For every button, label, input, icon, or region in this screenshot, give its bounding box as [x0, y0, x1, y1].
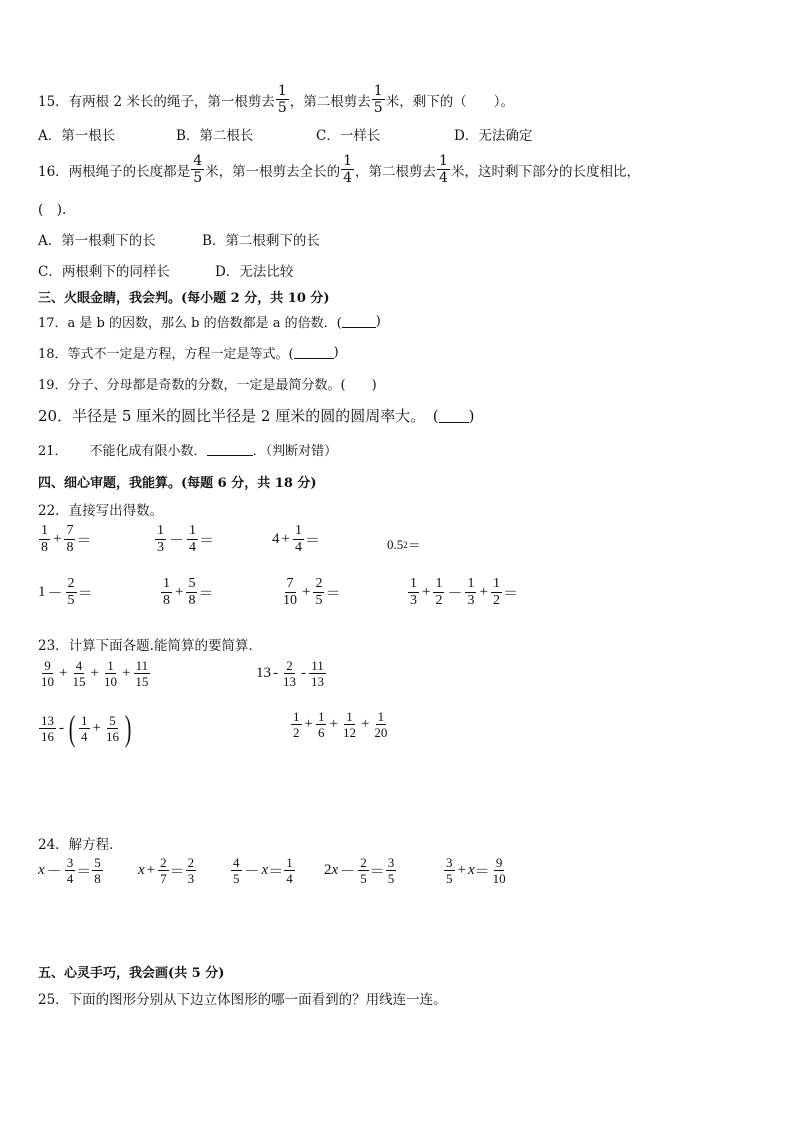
fraction [70, 659, 87, 688]
fraction [39, 524, 50, 555]
operator: + [422, 584, 431, 600]
q16-option-c[interactable]: C．两根剩下的同样长 [38, 264, 170, 280]
numerator: 1 [157, 523, 164, 538]
math-term: ＝ [502, 586, 518, 602]
fraction [309, 659, 326, 688]
question-15: 15．有两根 2 米长的绳子，第一根剪去 $\frac{1}{5}$ ，第二根剪去 $\frac{1}{5}$ 米，剩下的（ ）。 [38, 83, 514, 116]
question-20: 20．半径是 5 厘米的圆比半径是 2 厘米的圆的圆周率大。 ( ) [38, 406, 475, 425]
operator: － [244, 864, 260, 880]
q15-option-d[interactable]: D．无法确定 [454, 128, 533, 144]
question-19: 19．分子、分母都是奇数的分数，一定是最简分数。( ) [38, 378, 377, 393]
q22-expr-2 [154, 524, 214, 555]
fraction [64, 524, 75, 555]
denominator: 15 [72, 674, 86, 689]
numerator: 1 [439, 153, 448, 169]
fraction [313, 577, 324, 608]
numerator: 1 [286, 855, 293, 870]
q16-option-b[interactable]: B．第二根剩下的长 [202, 233, 320, 249]
answer-blank[interactable] [294, 346, 334, 359]
math-term: x [467, 862, 475, 878]
numerator: 2 [360, 855, 367, 870]
denominator: 20 [374, 725, 388, 740]
denominator: 4 [294, 540, 302, 555]
operator: + [479, 584, 488, 600]
question-22-title: 22．直接写出得数。 [38, 503, 164, 519]
numerator: 4 [233, 855, 240, 870]
math-term: ＝ [369, 864, 385, 880]
q22-expr-6 [160, 577, 213, 608]
denominator: 5 [373, 100, 383, 116]
q15-option-b[interactable]: B．第二根长 [176, 128, 254, 144]
denominator: 5 [193, 170, 203, 186]
math-term: 13 [256, 665, 271, 681]
operator: - [301, 665, 306, 681]
operator: + [53, 531, 62, 547]
fraction [92, 856, 103, 885]
denominator: 4 [286, 871, 293, 886]
denominator: 8 [66, 540, 74, 555]
q23-expr-4 [290, 710, 390, 739]
numerator: 2 [187, 855, 195, 870]
math-term: 2 [403, 539, 408, 550]
fraction [341, 154, 354, 185]
math-term: ＝ [325, 586, 341, 602]
math-term: 4 [272, 531, 280, 547]
section-4-heading: 四、细心审题，我能算。(每题 6 分，共 18 分) [38, 476, 317, 491]
q22-expr-3 [272, 524, 320, 555]
q24-equation-5 [443, 856, 509, 885]
fraction [231, 856, 242, 885]
fraction [291, 710, 302, 739]
numerator: 1 [346, 709, 353, 724]
denominator: 10 [492, 871, 506, 886]
q24-equation-1 [38, 856, 104, 885]
denominator: 10 [103, 674, 117, 689]
question-21: 21． 不能化成有限小数． ．（判断对错） [38, 444, 338, 459]
math-term: ( [68, 708, 76, 748]
denominator: 5 [67, 593, 75, 608]
denominator: 5 [446, 871, 453, 886]
numerator: 4 [75, 658, 83, 673]
numerator: 3 [446, 855, 453, 870]
math-term: ＝ [169, 864, 185, 880]
numerator: 1 [81, 712, 88, 728]
fraction [372, 710, 389, 739]
fraction [191, 154, 204, 185]
numerator: 1 [410, 576, 417, 591]
fraction [281, 659, 298, 688]
fraction [187, 524, 198, 555]
fraction [104, 714, 121, 743]
fraction [186, 856, 197, 885]
q15-option-c[interactable]: C．一样长 [316, 128, 381, 144]
denominator: 8 [41, 540, 48, 555]
question-25: 25．下面的图形分别从下边立体图形的哪一面看到的？用线连一连。 [38, 992, 447, 1008]
denominator: 7 [160, 871, 167, 886]
operator: + [146, 862, 156, 878]
operator: + [59, 665, 68, 681]
denominator: 5 [233, 871, 240, 886]
answer-blank[interactable] [342, 315, 376, 328]
section-3-heading: 三、火眼金睛，我会判。(每小题 2 分，共 10 分) [38, 291, 330, 306]
math-term: ＝ [474, 864, 490, 880]
numerator: 2 [67, 576, 75, 591]
q22-expr-1 [38, 524, 91, 555]
fraction [437, 154, 450, 185]
fraction [186, 577, 197, 608]
denominator: 4 [189, 540, 197, 555]
denominator: 5 [387, 871, 395, 886]
denominator: 4 [81, 728, 88, 744]
fraction [161, 577, 172, 608]
operator: - [273, 665, 278, 681]
operator: － [47, 586, 63, 602]
denominator: 3 [410, 593, 417, 608]
denominator: 2 [492, 593, 500, 608]
math-term: ＝ [76, 533, 92, 549]
operator: + [121, 665, 131, 681]
numerator: 2 [315, 576, 323, 591]
fraction [491, 856, 508, 885]
q23-expr-1 [38, 659, 151, 688]
fraction [133, 659, 150, 688]
fraction [39, 714, 56, 743]
math-term: ＝ [407, 538, 421, 553]
denominator: 10 [283, 593, 297, 608]
fraction [491, 577, 502, 608]
math-term: x [138, 862, 145, 878]
denominator: 3 [187, 871, 195, 886]
denominator: 5 [277, 100, 287, 116]
numerator: 2 [160, 855, 167, 870]
math-term: x [331, 862, 339, 878]
question-16: 16．两根绳子的长度都是 $\frac{4}{5}$ 米，第一根剪去全长的 $\frac{1}{4}$ ，第二根剪去 $\frac{1}{4}$ 米，这时剩下部分的长度相比， [38, 153, 640, 186]
math-term: x [38, 862, 45, 878]
denominator: 16 [41, 728, 54, 744]
numerator: 11 [311, 658, 324, 673]
numerator: 1 [277, 83, 287, 99]
fraction [39, 659, 56, 688]
fraction [341, 710, 358, 739]
operator: + [175, 584, 184, 600]
operator: － [447, 586, 463, 602]
fraction [158, 856, 169, 885]
operator: + [92, 719, 101, 736]
math-term: ＝ [304, 533, 320, 549]
fraction [293, 524, 304, 555]
denominator: 8 [163, 593, 170, 608]
numerator: 5 [94, 855, 101, 870]
denominator: 3 [467, 593, 475, 608]
fraction [372, 84, 385, 115]
q23-expr-2 [256, 659, 327, 688]
denominator: 3 [157, 540, 164, 555]
q24-equation-4 [324, 856, 397, 885]
numerator: 11 [135, 658, 149, 673]
operator: － [46, 864, 62, 880]
denominator: 12 [342, 725, 356, 740]
math-term: ＝ [199, 533, 215, 549]
numerator: 9 [495, 855, 503, 870]
math-term: ＝ [198, 586, 214, 602]
fraction [386, 856, 397, 885]
operator: + [457, 862, 466, 878]
denominator: 4 [66, 871, 74, 886]
operator: + [281, 531, 290, 547]
denominator: 2 [293, 725, 300, 740]
numerator: 1 [373, 83, 383, 99]
fraction [66, 577, 77, 608]
section-5-heading: 五、心灵手巧，我会画(共 5 分) [38, 966, 225, 981]
numerator: 1 [294, 523, 302, 538]
fraction [281, 577, 299, 608]
denominator: 4 [343, 170, 353, 186]
numerator: 1 [492, 576, 500, 591]
q22-expr-5 [38, 577, 93, 608]
numerator: 7 [286, 576, 294, 591]
numerator: 5 [109, 712, 116, 728]
operator: - [59, 719, 64, 736]
numerator: 1 [163, 576, 170, 591]
denominator: 8 [188, 593, 196, 608]
q24-equation-3 [230, 856, 296, 885]
fraction [408, 577, 419, 608]
numerator: 1 [189, 523, 197, 538]
operator: － [169, 533, 185, 549]
denominator: 8 [94, 871, 101, 886]
math-term: ＝ [77, 586, 93, 602]
q22-expr-8 [407, 577, 518, 608]
numerator: 4 [193, 153, 203, 169]
math-term: ＝ [76, 864, 92, 880]
math-term: ＝ [268, 864, 284, 880]
operator: + [329, 716, 338, 732]
fraction [102, 659, 119, 688]
fraction [79, 714, 90, 743]
math-term: ) [124, 708, 132, 748]
fraction [358, 856, 369, 885]
answer-blank[interactable] [439, 408, 469, 423]
fraction [316, 710, 327, 739]
numerator: 1 [317, 709, 325, 724]
numerator: 13 [41, 712, 54, 728]
fraction [433, 577, 444, 608]
numerator: 5 [188, 576, 196, 591]
question-17: 17．a 是 b 的因数，那么 b 的倍数都是 a 的倍数．( ) [38, 314, 381, 331]
question-18: 18．等式不一定是方程，方程一定是等式。( ) [38, 345, 339, 362]
q16-answer-blank[interactable]: ( ). [38, 202, 67, 218]
numerator: 1 [343, 153, 353, 169]
operator: + [90, 665, 99, 681]
q22-expr-4 [387, 535, 421, 554]
denominator: 13 [283, 674, 296, 689]
numerator: 9 [44, 658, 51, 673]
denominator: 15 [135, 674, 149, 689]
fraction [276, 84, 289, 115]
numerator: 1 [41, 523, 48, 538]
numerator: 2 [286, 658, 293, 673]
numerator: 1 [377, 709, 385, 724]
denominator: 13 [311, 674, 324, 689]
q16-option-a[interactable]: A．第一根剩下的长 [38, 233, 156, 249]
math-term: 1 [38, 584, 46, 600]
fraction [155, 524, 166, 555]
math-term: 0.5 [387, 536, 404, 552]
numerator: 1 [467, 576, 475, 591]
operator: + [304, 716, 313, 732]
denominator: 10 [41, 674, 54, 689]
operator: － [340, 864, 356, 880]
q22-expr-7 [280, 577, 340, 608]
numerator: 1 [107, 658, 114, 673]
q24-equation-2 [138, 856, 197, 885]
question-23-title: 23．计算下面各题.能简算的要简算． [38, 638, 262, 654]
question-24-title: 24．解方程． [38, 837, 123, 853]
numerator: 3 [387, 855, 395, 870]
q23-expr-3 [38, 710, 134, 746]
fraction [465, 577, 476, 608]
fraction [65, 856, 76, 885]
fraction [444, 856, 455, 885]
numerator: 1 [293, 709, 300, 724]
operator: + [360, 716, 370, 732]
denominator: 16 [105, 728, 119, 744]
q15-option-a[interactable]: A．第一根长 [38, 128, 116, 144]
q16-option-d[interactable]: D．无法比较 [215, 264, 294, 280]
math-term: x [261, 862, 269, 878]
denominator: 4 [439, 170, 448, 186]
numerator: 7 [66, 523, 74, 538]
math-term: 2 [324, 862, 332, 878]
operator: + [302, 584, 311, 600]
denominator: 5 [360, 871, 367, 886]
denominator: 2 [435, 593, 443, 608]
answer-blank[interactable] [207, 443, 253, 456]
numerator: 1 [435, 576, 443, 591]
denominator: 6 [317, 725, 325, 740]
fraction [284, 856, 295, 885]
numerator: 3 [66, 855, 74, 870]
denominator: 5 [315, 593, 323, 608]
